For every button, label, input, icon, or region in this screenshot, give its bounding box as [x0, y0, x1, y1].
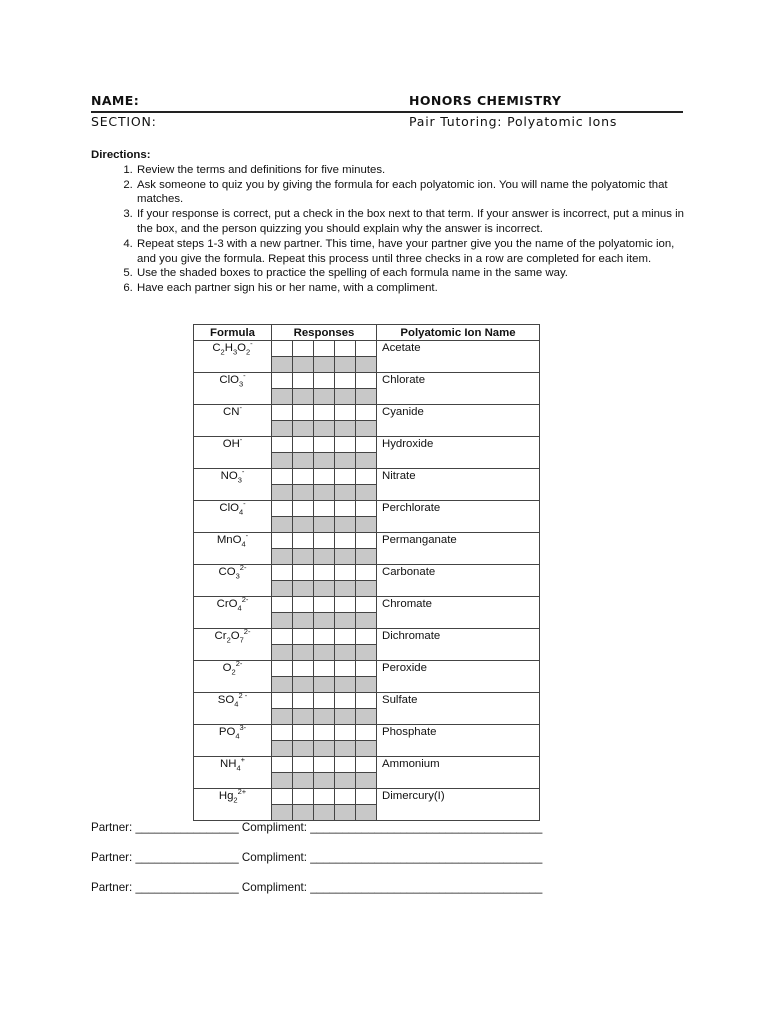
- response-box[interactable]: [272, 565, 293, 581]
- responses-header: Responses: [272, 325, 377, 341]
- spelling-box[interactable]: [314, 709, 335, 725]
- spelling-box[interactable]: [272, 357, 293, 373]
- response-box[interactable]: [335, 597, 356, 613]
- compliment-label: Compliment:: [241, 881, 307, 894]
- response-box[interactable]: [293, 565, 314, 581]
- spelling-box[interactable]: [335, 709, 356, 725]
- polyatomic-ion-table: [193, 324, 540, 821]
- response-box[interactable]: [356, 469, 377, 485]
- response-box[interactable]: [356, 501, 377, 517]
- spelling-box[interactable]: [293, 453, 314, 469]
- spelling-box[interactable]: [293, 485, 314, 501]
- ion-name: Acetate: [377, 341, 540, 373]
- spelling-box[interactable]: [335, 613, 356, 629]
- direction-step: 3. If your response is correct, put a check in the box next to that term. If your answer is incorrect, put a minus in the box, and the person quizzing you should explain why the answer is incorrect.: [136, 207, 691, 237]
- response-box[interactable]: [272, 789, 293, 805]
- spelling-box[interactable]: [335, 677, 356, 693]
- table-row: [194, 533, 540, 549]
- response-box[interactable]: [293, 661, 314, 677]
- table-row: [194, 565, 540, 581]
- ion-formula: $PO_4^{3-}$: [194, 725, 272, 757]
- spelling-box[interactable]: [356, 613, 377, 629]
- response-box[interactable]: [272, 341, 293, 357]
- response-box[interactable]: [272, 373, 293, 389]
- ion-name: Ammonium: [377, 757, 540, 789]
- ion-formula: $Hg_2^{2+}$: [194, 789, 272, 821]
- partner-label: Partner:: [91, 821, 133, 834]
- direction-step: 1. Review the terms and definitions for five minutes.: [136, 163, 691, 178]
- spelling-box[interactable]: [335, 773, 356, 789]
- spelling-box[interactable]: [335, 389, 356, 405]
- spelling-box[interactable]: [335, 485, 356, 501]
- spelling-box[interactable]: [335, 741, 356, 757]
- spelling-box[interactable]: [356, 741, 377, 757]
- header-divider: [91, 111, 683, 113]
- response-box[interactable]: [356, 405, 377, 421]
- spelling-box[interactable]: [314, 581, 335, 597]
- ion-formula: $NO_3^-$: [194, 469, 272, 501]
- response-box[interactable]: [356, 757, 377, 773]
- response-box[interactable]: [272, 501, 293, 517]
- response-box[interactable]: [335, 501, 356, 517]
- compliment-blank[interactable]: ____________________________________: [310, 821, 543, 834]
- spelling-box[interactable]: [356, 453, 377, 469]
- partner-blank[interactable]: ________________: [135, 851, 239, 864]
- direction-step: 4. Repeat steps 1-3 with a new partner. This time, have your partner give you the name of the polyatomic ion, and you give the formula. Repeat this process until three checks in a row are completed for each item.: [136, 237, 691, 267]
- ion-formula: $SO_4^{2 -}$: [194, 693, 272, 725]
- spelling-box[interactable]: [314, 773, 335, 789]
- spelling-box[interactable]: [335, 805, 356, 821]
- spelling-box[interactable]: [356, 773, 377, 789]
- spelling-box[interactable]: [356, 581, 377, 597]
- spelling-box[interactable]: [293, 389, 314, 405]
- table-row: [194, 501, 540, 517]
- course-title: HONORS CHEMISTRY: [409, 93, 562, 108]
- spelling-box[interactable]: [293, 773, 314, 789]
- ion-name: Carbonate: [377, 565, 540, 597]
- spelling-box[interactable]: [293, 741, 314, 757]
- spelling-box[interactable]: [314, 421, 335, 437]
- response-box[interactable]: [314, 565, 335, 581]
- partner-blank[interactable]: ________________: [135, 881, 239, 894]
- response-box[interactable]: [293, 341, 314, 357]
- spelling-box[interactable]: [335, 549, 356, 565]
- response-box[interactable]: [335, 757, 356, 773]
- response-box[interactable]: [272, 437, 293, 453]
- response-box[interactable]: [314, 725, 335, 741]
- ion-formula: ClO$_3$-: [194, 373, 272, 405]
- spelling-box[interactable]: [314, 805, 335, 821]
- ion-formula: CN-: [194, 405, 272, 437]
- partner-label: Partner:: [91, 851, 133, 864]
- partner-blank[interactable]: ________________: [135, 821, 239, 834]
- spelling-box[interactable]: [356, 805, 377, 821]
- direction-step: 6. Have each partner sign his or her name, with a compliment.: [136, 281, 691, 296]
- response-box[interactable]: [356, 693, 377, 709]
- spelling-box[interactable]: [293, 709, 314, 725]
- compliment-blank[interactable]: ____________________________________: [310, 881, 543, 894]
- spelling-box[interactable]: [356, 549, 377, 565]
- response-box[interactable]: [314, 629, 335, 645]
- response-box[interactable]: [293, 437, 314, 453]
- table-row: [194, 437, 540, 453]
- spelling-box[interactable]: [293, 677, 314, 693]
- ion-name-header: Polyatomic Ion Name: [377, 325, 540, 341]
- ion-formula: ClO$_4$-: [194, 501, 272, 533]
- spelling-box[interactable]: [293, 613, 314, 629]
- spelling-box[interactable]: [293, 645, 314, 661]
- spelling-box[interactable]: [356, 421, 377, 437]
- response-box[interactable]: [335, 469, 356, 485]
- spelling-box[interactable]: [293, 549, 314, 565]
- spelling-box[interactable]: [272, 645, 293, 661]
- response-box[interactable]: [293, 629, 314, 645]
- table-row: [194, 341, 540, 357]
- ion-formula: $O_2^{2-}$: [194, 661, 272, 693]
- ion-name: Perchlorate: [377, 501, 540, 533]
- response-box[interactable]: [335, 693, 356, 709]
- ion-formula: $CO_3^{2-}$: [194, 565, 272, 597]
- response-box[interactable]: [314, 341, 335, 357]
- response-box[interactable]: [335, 533, 356, 549]
- spelling-box[interactable]: [293, 421, 314, 437]
- partner-label: Partner:: [91, 881, 133, 894]
- response-box[interactable]: [314, 693, 335, 709]
- ion-formula: OH-: [194, 437, 272, 469]
- response-box[interactable]: [335, 629, 356, 645]
- ion-name: Phosphate: [377, 725, 540, 757]
- spelling-box[interactable]: [314, 517, 335, 533]
- table-row: [194, 757, 540, 773]
- ion-formula: $Cr_2O_7^{2-}$: [194, 629, 272, 661]
- direction-step: 2. Ask someone to quiz you by giving the formula for each polyatomic ion. You will name the polyatomic that matches.: [136, 178, 691, 208]
- partner-row: [91, 851, 542, 881]
- spelling-box[interactable]: [272, 773, 293, 789]
- spelling-box[interactable]: [335, 581, 356, 597]
- response-box[interactable]: [272, 405, 293, 421]
- table-row: [194, 789, 540, 805]
- response-box[interactable]: [293, 373, 314, 389]
- response-box[interactable]: [314, 501, 335, 517]
- spelling-box[interactable]: [356, 645, 377, 661]
- response-box[interactable]: [272, 725, 293, 741]
- spelling-box[interactable]: [272, 613, 293, 629]
- spelling-box[interactable]: [293, 517, 314, 533]
- response-box[interactable]: [272, 693, 293, 709]
- spelling-box[interactable]: [335, 421, 356, 437]
- response-box[interactable]: [272, 661, 293, 677]
- response-box[interactable]: [314, 469, 335, 485]
- worksheet-subtitle: Pair Tutoring: Polyatomic Ions: [409, 114, 618, 129]
- response-box[interactable]: [356, 629, 377, 645]
- response-box[interactable]: [272, 597, 293, 613]
- spelling-box[interactable]: [314, 453, 335, 469]
- name-label: NAME:: [91, 93, 140, 108]
- table-row: [194, 629, 540, 645]
- spelling-box[interactable]: [356, 709, 377, 725]
- table-header-row: [194, 325, 540, 341]
- ion-name: Cyanide: [377, 405, 540, 437]
- response-box[interactable]: [356, 661, 377, 677]
- partner-row: [91, 821, 542, 851]
- table-row: [194, 405, 540, 421]
- spelling-box[interactable]: [272, 389, 293, 405]
- response-box[interactable]: [293, 405, 314, 421]
- table-row: [194, 693, 540, 709]
- ion-table-body: [194, 341, 540, 821]
- directions-list: [91, 163, 691, 296]
- response-box[interactable]: [314, 373, 335, 389]
- spelling-box[interactable]: [314, 645, 335, 661]
- ion-name: Hydroxide: [377, 437, 540, 469]
- spelling-box[interactable]: [293, 581, 314, 597]
- direction-step: 5. Use the shaded boxes to practice the spelling of each formula name in the same way.: [136, 266, 691, 281]
- ion-name: Chlorate: [377, 373, 540, 405]
- spelling-box[interactable]: [272, 741, 293, 757]
- compliment-label: Compliment:: [241, 851, 307, 864]
- spelling-box[interactable]: [356, 517, 377, 533]
- ion-name: Peroxide: [377, 661, 540, 693]
- ion-name: Chromate: [377, 597, 540, 629]
- response-box[interactable]: [314, 789, 335, 805]
- spelling-box[interactable]: [293, 805, 314, 821]
- spelling-box[interactable]: [356, 677, 377, 693]
- response-box[interactable]: [335, 565, 356, 581]
- response-box[interactable]: [335, 661, 356, 677]
- response-box[interactable]: [356, 597, 377, 613]
- table-row: [194, 373, 540, 389]
- response-box[interactable]: [314, 405, 335, 421]
- response-box[interactable]: [272, 533, 293, 549]
- ion-formula: MnO$_4$-: [194, 533, 272, 565]
- spelling-box[interactable]: [272, 549, 293, 565]
- spelling-box[interactable]: [272, 709, 293, 725]
- spelling-box[interactable]: [356, 357, 377, 373]
- response-box[interactable]: [272, 757, 293, 773]
- ion-name: Dichromate: [377, 629, 540, 661]
- formula-header: Formula: [194, 325, 272, 341]
- spelling-box[interactable]: [335, 357, 356, 373]
- ion-formula: $NH_4^+$: [194, 757, 272, 789]
- spelling-box[interactable]: [314, 549, 335, 565]
- spelling-box[interactable]: [335, 453, 356, 469]
- response-box[interactable]: [314, 661, 335, 677]
- spelling-box[interactable]: [272, 517, 293, 533]
- compliment-blank[interactable]: ____________________________________: [310, 851, 543, 864]
- response-box[interactable]: [335, 405, 356, 421]
- response-box[interactable]: [293, 597, 314, 613]
- spelling-box[interactable]: [272, 485, 293, 501]
- response-box[interactable]: [335, 437, 356, 453]
- response-box[interactable]: [293, 693, 314, 709]
- partner-signatures: [91, 821, 542, 911]
- ion-formula: $C_2H_3O_2^-$: [194, 341, 272, 373]
- directions: [91, 148, 691, 296]
- spelling-box[interactable]: [272, 581, 293, 597]
- response-box[interactable]: [293, 757, 314, 773]
- ion-name: Dimercury(I): [377, 789, 540, 821]
- response-box[interactable]: [293, 501, 314, 517]
- spelling-box[interactable]: [314, 677, 335, 693]
- compliment-label: Compliment:: [241, 821, 307, 834]
- spelling-box[interactable]: [335, 645, 356, 661]
- section-label: SECTION:: [91, 114, 157, 129]
- header-row-top: [91, 93, 683, 110]
- response-box[interactable]: [356, 437, 377, 453]
- response-box[interactable]: [272, 469, 293, 485]
- response-box[interactable]: [356, 341, 377, 357]
- ion-name: Nitrate: [377, 469, 540, 501]
- response-box[interactable]: [335, 789, 356, 805]
- spelling-box[interactable]: [272, 421, 293, 437]
- response-box[interactable]: [356, 789, 377, 805]
- page-header: [91, 93, 683, 131]
- spelling-box[interactable]: [293, 357, 314, 373]
- spelling-box[interactable]: [314, 389, 335, 405]
- ion-name: Sulfate: [377, 693, 540, 725]
- spelling-box[interactable]: [314, 741, 335, 757]
- ion-name: Permanganate: [377, 533, 540, 565]
- ion-formula: CrO$_4^{2-}$: [194, 597, 272, 629]
- response-box[interactable]: [314, 533, 335, 549]
- spelling-box[interactable]: [314, 357, 335, 373]
- table-row: [194, 469, 540, 485]
- response-box[interactable]: [356, 725, 377, 741]
- response-box[interactable]: [293, 469, 314, 485]
- header-row-bottom: [91, 114, 683, 131]
- response-box[interactable]: [335, 341, 356, 357]
- spelling-box[interactable]: [314, 613, 335, 629]
- response-box[interactable]: [356, 533, 377, 549]
- directions-title: Directions:: [91, 149, 151, 161]
- spelling-box[interactable]: [356, 485, 377, 501]
- response-box[interactable]: [335, 725, 356, 741]
- spelling-box[interactable]: [272, 453, 293, 469]
- response-box[interactable]: [314, 597, 335, 613]
- table-row: [194, 661, 540, 677]
- response-box[interactable]: [314, 757, 335, 773]
- spelling-box[interactable]: [335, 517, 356, 533]
- response-box[interactable]: [335, 373, 356, 389]
- response-box[interactable]: [272, 629, 293, 645]
- response-box[interactable]: [293, 789, 314, 805]
- table-row: [194, 597, 540, 613]
- response-box[interactable]: [356, 373, 377, 389]
- response-box[interactable]: [314, 437, 335, 453]
- table-row: [194, 725, 540, 741]
- spelling-box[interactable]: [314, 485, 335, 501]
- spelling-box[interactable]: [272, 677, 293, 693]
- spelling-box[interactable]: [272, 805, 293, 821]
- spelling-box[interactable]: [356, 389, 377, 405]
- response-box[interactable]: [293, 533, 314, 549]
- response-box[interactable]: [356, 565, 377, 581]
- partner-row: [91, 881, 542, 911]
- response-box[interactable]: [293, 725, 314, 741]
